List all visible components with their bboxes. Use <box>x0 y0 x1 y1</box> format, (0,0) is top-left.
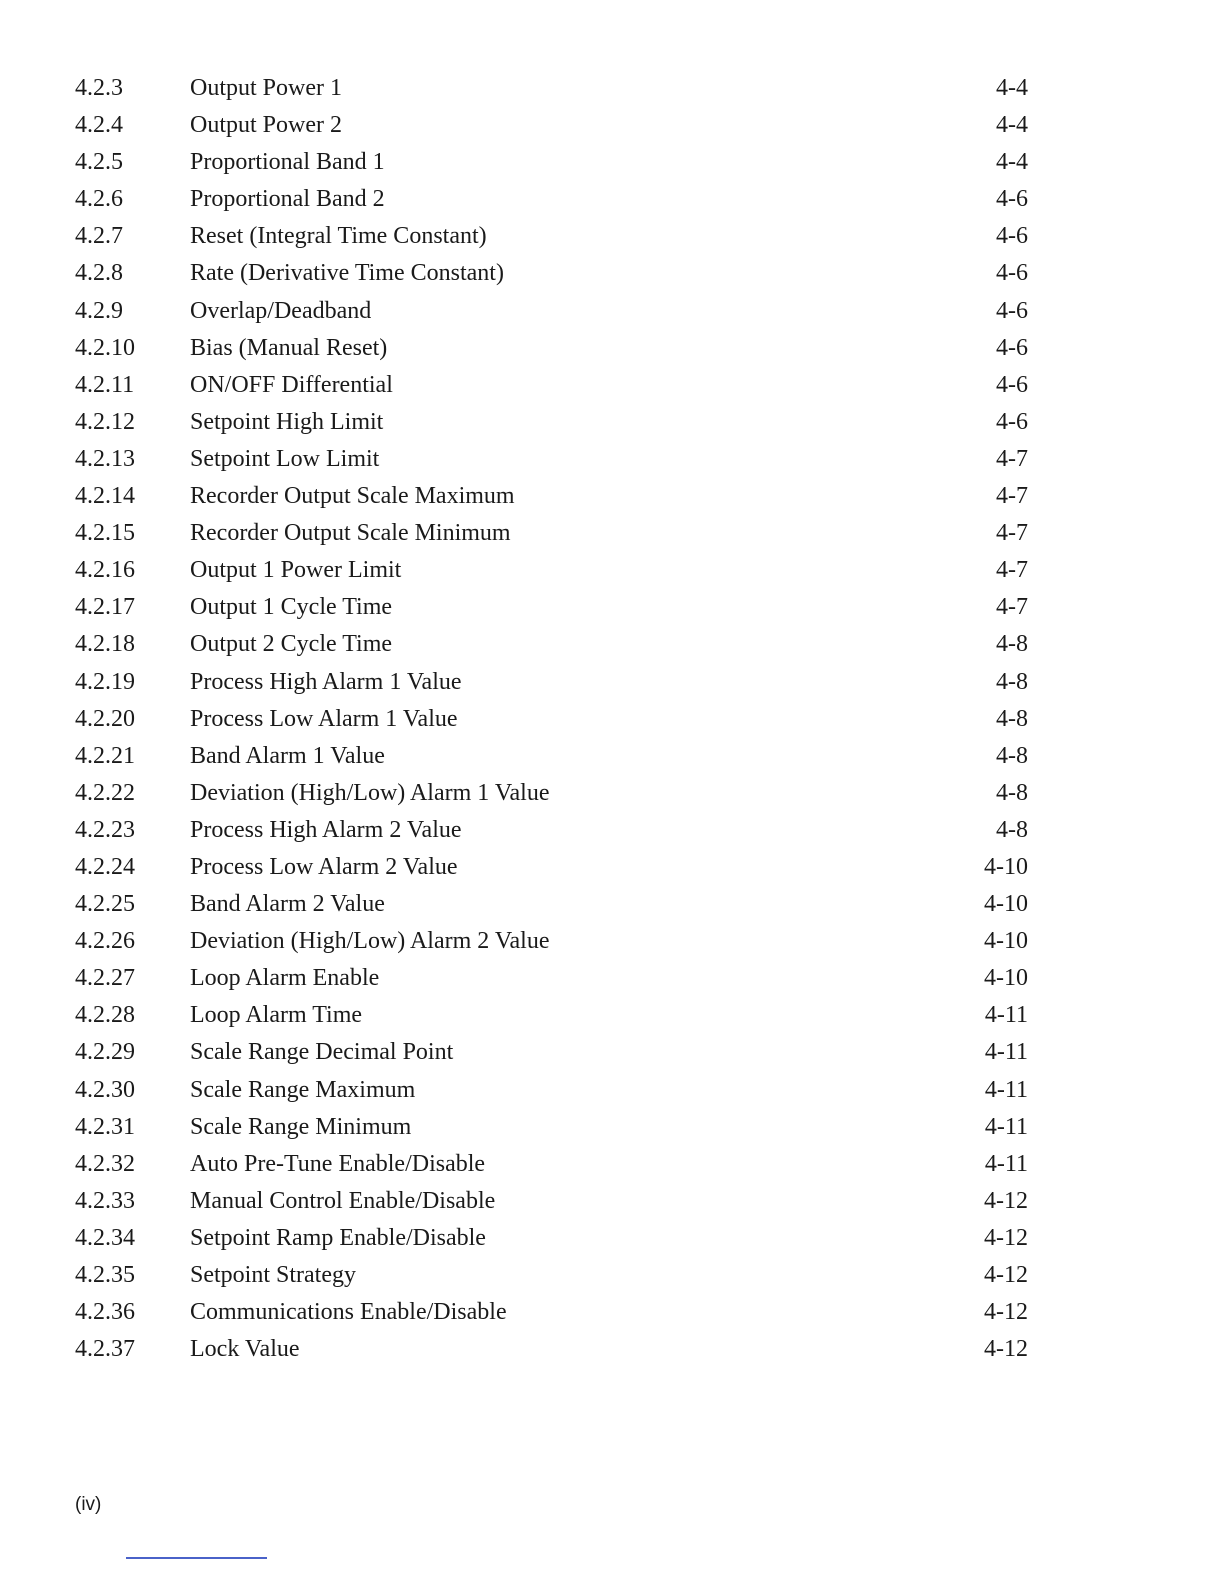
toc-entry-page: 4-8 <box>996 742 1028 769</box>
toc-entry-page: 4-8 <box>996 705 1028 732</box>
toc-entry-page: 4-12 <box>984 1299 1028 1326</box>
toc-entry-title: Setpoint Strategy <box>190 1262 356 1288</box>
toc-entry-page: 4-10 <box>984 928 1028 955</box>
toc-entry-page: 4-6 <box>996 223 1028 250</box>
toc-entry[interactable] <box>0 1294 1224 1331</box>
toc-entry[interactable] <box>0 886 1224 923</box>
toc-entry[interactable] <box>0 701 1224 738</box>
toc-entry-page: 4-8 <box>996 779 1028 806</box>
toc-entry-page: 4-6 <box>996 260 1028 287</box>
toc-entry[interactable] <box>0 107 1224 144</box>
toc-entry-title: ON/OFF Differential <box>190 371 393 398</box>
toc-entry-number: 4.2.37 <box>75 1336 135 1363</box>
toc-entry-number: 4.2.36 <box>75 1299 135 1326</box>
toc-entry[interactable] <box>0 515 1224 552</box>
toc-entry-number: 4.2.10 <box>75 334 135 361</box>
toc-entry-page: 4-8 <box>996 668 1028 695</box>
toc-entry[interactable] <box>0 1109 1224 1146</box>
toc-entry-page: 4-6 <box>996 334 1028 361</box>
toc-entry-page: 4-7 <box>996 445 1028 472</box>
toc-entry-page: 4-11 <box>984 1150 1028 1177</box>
toc-entry[interactable] <box>0 997 1224 1034</box>
toc-entry[interactable] <box>0 1146 1224 1183</box>
toc-entry-number: 4.2.6 <box>75 186 123 213</box>
toc-entry[interactable] <box>0 1331 1224 1368</box>
toc-entry-page: 4-12 <box>984 1187 1028 1214</box>
toc-entry-number: 4.2.8 <box>75 260 123 287</box>
toc-entry-page: 4-6 <box>996 186 1028 213</box>
toc-entry[interactable] <box>0 626 1224 663</box>
toc-entry-title: Overlap/Deadband <box>190 297 372 324</box>
toc-entry-title: Loop Alarm Enable <box>190 965 380 992</box>
toc-entry-number: 4.2.9 <box>75 297 123 324</box>
toc-entry-title: Lock Value <box>190 1336 300 1363</box>
toc-entry-title: Proportional Band 2 <box>190 186 385 213</box>
toc-entry-page: 4-10 <box>984 853 1028 880</box>
toc-entry-number: 4.2.12 <box>75 408 135 435</box>
toc-entry-page: 4-7 <box>996 520 1028 547</box>
toc-entry-title: Deviation (High/Low) Alarm 2 Value <box>190 928 550 955</box>
toc-entry-title: Recorder Output Scale Minimum <box>190 520 511 547</box>
toc-entry-number: 4.2.18 <box>75 631 135 658</box>
toc-entry-number: 4.2.30 <box>75 1076 135 1103</box>
toc-entry-number: 4.2.24 <box>75 853 135 880</box>
toc-entry[interactable] <box>0 70 1224 107</box>
toc-entry-number: 4.2.31 <box>75 1113 135 1140</box>
toc-entry-page: 4-4 <box>996 149 1028 176</box>
toc-entry-title: Scale Range Minimum <box>190 1113 412 1140</box>
toc-entry[interactable] <box>0 330 1224 367</box>
toc-entry-title: Loop Alarm Time <box>190 1002 363 1029</box>
toc-entry-page: 4-11 <box>984 1002 1028 1029</box>
toc-entry[interactable] <box>0 738 1224 775</box>
toc-entry-title: Process Low Alarm 1 Value <box>190 705 458 732</box>
toc-entry-page: 4-6 <box>996 371 1028 398</box>
toc-entry-title: Recorder Output Scale Maximum <box>190 483 515 510</box>
toc-entry-title: Output Power 2 <box>190 112 342 139</box>
toc-entry-number: 4.2.21 <box>75 742 135 769</box>
toc-entry[interactable] <box>0 849 1224 886</box>
toc-entry-title: Proportional Band 1 <box>190 149 385 176</box>
toc-entry-number: 4.2.20 <box>75 705 135 732</box>
toc-entry-page: 4-10 <box>984 965 1028 992</box>
toc-entry[interactable] <box>0 923 1224 960</box>
toc-entry-page: 4-12 <box>984 1224 1028 1251</box>
toc-entry-title: Process Low Alarm 2 Value <box>190 853 458 880</box>
toc-entry-number: 4.2.29 <box>75 1039 135 1066</box>
toc-entry-title: Process High Alarm 1 Value <box>190 668 462 695</box>
toc-entry-page: 4-11 <box>984 1113 1028 1140</box>
toc-entry-title: Setpoint Ramp Enable/Disable <box>190 1224 486 1251</box>
table-of-contents <box>0 70 1224 1368</box>
toc-entry-number: 4.2.4 <box>75 112 123 139</box>
toc-entry-title: Band Alarm 1 Value <box>190 742 385 769</box>
toc-entry[interactable] <box>0 478 1224 515</box>
toc-entry[interactable] <box>0 181 1224 218</box>
toc-entry-number: 4.2.16 <box>75 557 135 584</box>
toc-entry-page: 4-11 <box>984 1076 1028 1103</box>
toc-entry-title: Reset (Integral Time Constant) <box>190 223 487 250</box>
toc-entry-number: 4.2.33 <box>75 1187 135 1214</box>
toc-entry[interactable] <box>0 404 1224 441</box>
toc-entry[interactable] <box>0 1183 1224 1220</box>
toc-entry-number: 4.2.15 <box>75 520 135 547</box>
toc-entry-number: 4.2.35 <box>75 1262 135 1288</box>
toc-entry-number: 4.2.11 <box>75 371 135 398</box>
toc-entry-title: Communications Enable/Disable <box>190 1299 507 1326</box>
toc-entry[interactable] <box>0 255 1224 292</box>
toc-entry-number: 4.2.22 <box>75 779 135 806</box>
toc-entry[interactable] <box>0 144 1224 181</box>
toc-entry-page: 4-8 <box>996 816 1028 843</box>
toc-entry[interactable] <box>0 552 1224 589</box>
toc-entry-page: 4-6 <box>996 297 1028 324</box>
toc-entry[interactable] <box>0 367 1224 404</box>
toc-entry-number: 4.2.19 <box>75 668 135 695</box>
toc-entry-number: 4.2.3 <box>75 75 123 101</box>
toc-entry-number: 4.2.27 <box>75 965 135 992</box>
toc-entry-page: 4-7 <box>996 594 1028 621</box>
page-number: (iv) <box>75 1494 102 1515</box>
toc-entry[interactable] <box>0 960 1224 997</box>
toc-entry-number: 4.2.26 <box>75 928 135 955</box>
toc-entry-title: Deviation (High/Low) Alarm 1 Value <box>190 779 550 806</box>
toc-entry-number: 4.2.5 <box>75 149 123 176</box>
toc-entry[interactable] <box>0 293 1224 330</box>
toc-entry-title: Output 1 Power Limit <box>190 557 402 584</box>
toc-entry-number: 4.2.23 <box>75 816 135 843</box>
toc-entry[interactable] <box>0 589 1224 626</box>
toc-entry[interactable] <box>0 441 1224 478</box>
toc-entry[interactable] <box>0 1257 1224 1294</box>
toc-entry-title: Process High Alarm 2 Value <box>190 816 462 843</box>
toc-entry[interactable] <box>0 775 1224 812</box>
toc-entry-page: 4-12 <box>984 1262 1028 1288</box>
toc-entry[interactable] <box>0 812 1224 849</box>
footer-rule <box>126 1557 267 1559</box>
toc-entry-page: 4-11 <box>984 1039 1028 1066</box>
toc-entry-page: 4-10 <box>984 891 1028 918</box>
toc-entry[interactable] <box>0 664 1224 701</box>
toc-entry-title: Manual Control Enable/Disable <box>190 1187 496 1214</box>
toc-entry-title: Band Alarm 2 Value <box>190 891 385 918</box>
toc-entry-title: Scale Range Decimal Point <box>190 1039 454 1066</box>
toc-entry-title: Setpoint Low Limit <box>190 445 380 472</box>
toc-entry-title: Rate (Derivative Time Constant) <box>190 260 504 287</box>
toc-entry-number: 4.2.13 <box>75 445 135 472</box>
toc-entry[interactable] <box>0 1034 1224 1071</box>
toc-entry-number: 4.2.34 <box>75 1224 135 1251</box>
toc-entry-title: Output 2 Cycle Time <box>190 631 393 658</box>
toc-entry-page: 4-6 <box>996 408 1028 435</box>
toc-entry-title: Bias (Manual Reset) <box>190 334 388 361</box>
toc-entry[interactable] <box>0 1220 1224 1257</box>
toc-entry-page: 4-7 <box>996 483 1028 510</box>
toc-entry-number: 4.2.25 <box>75 891 135 918</box>
toc-entry-number: 4.2.17 <box>75 594 135 621</box>
toc-entry-title: Auto Pre-Tune Enable/Disable <box>190 1150 486 1177</box>
toc-entry-page: 4-4 <box>996 75 1028 101</box>
toc-entry-number: 4.2.28 <box>75 1002 135 1029</box>
toc-entry-title: Output 1 Cycle Time <box>190 594 393 621</box>
toc-entry-title: Scale Range Maximum <box>190 1076 416 1103</box>
toc-entry-number: 4.2.14 <box>75 483 135 510</box>
toc-entry-number: 4.2.32 <box>75 1150 135 1177</box>
toc-entry[interactable] <box>0 218 1224 255</box>
toc-entry[interactable] <box>0 1072 1224 1109</box>
toc-entry-page: 4-12 <box>984 1336 1028 1363</box>
toc-entry-number: 4.2.7 <box>75 223 123 250</box>
toc-entry-title: Output Power 1 <box>190 75 342 101</box>
toc-entry-page: 4-7 <box>996 557 1028 584</box>
toc-entry-page: 4-4 <box>996 112 1028 139</box>
toc-entry-title: Setpoint High Limit <box>190 408 384 435</box>
toc-entry-page: 4-8 <box>996 631 1028 658</box>
